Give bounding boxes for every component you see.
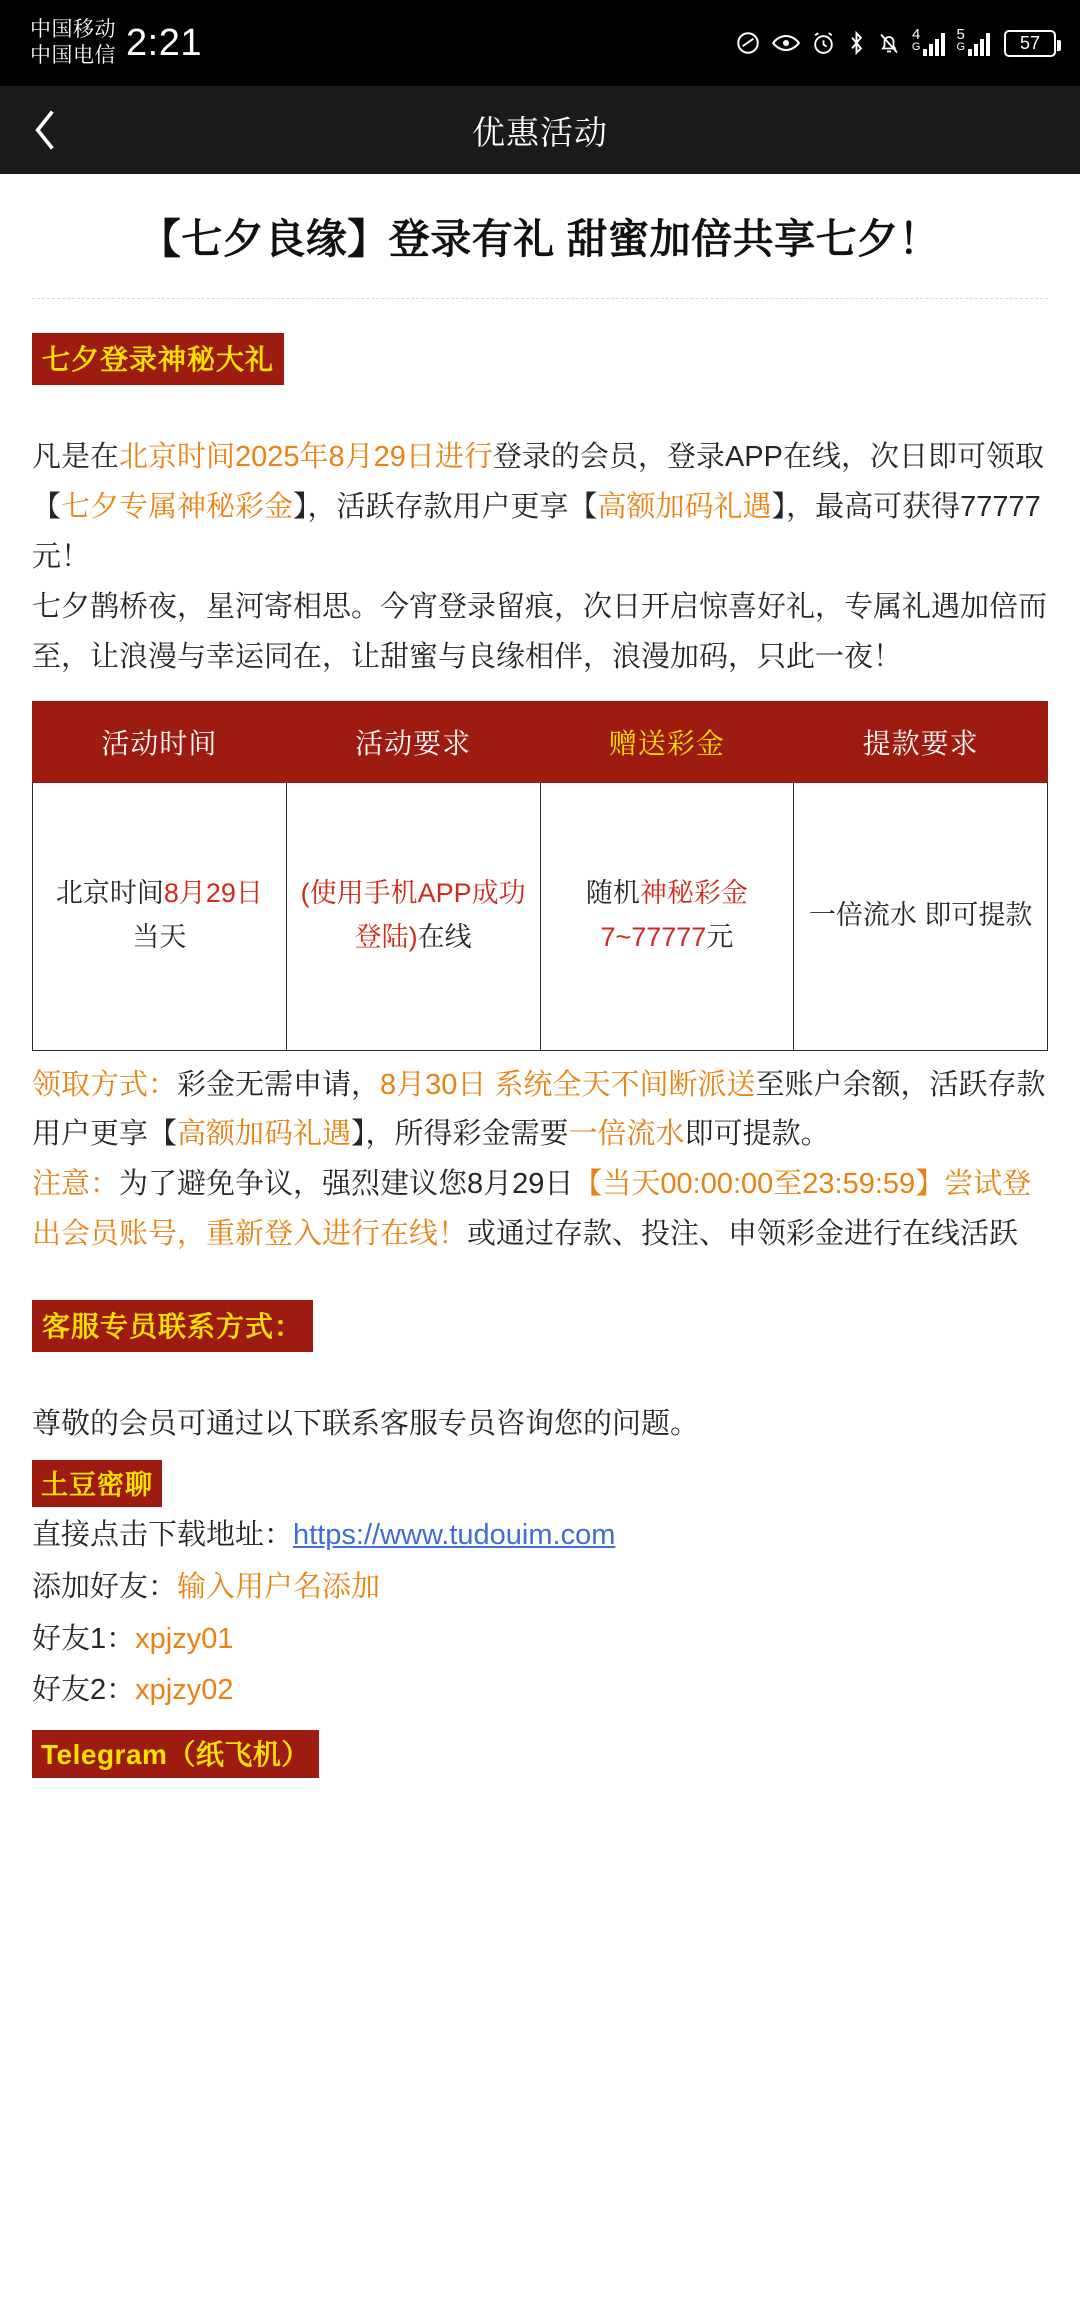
- carrier-1: 中国移动: [30, 18, 116, 42]
- signal-4g-icon: 4 G: [912, 30, 946, 56]
- tudou-friend-1-value[interactable]: xpjzy01: [135, 1622, 234, 1655]
- claim-method: [32, 1061, 1048, 1161]
- table-header-bonus: 赠送彩金: [540, 701, 794, 782]
- tudou-download-label: 直接点击下载地址：: [32, 1518, 294, 1551]
- claim-text-1: 彩金无需申请，: [177, 1068, 381, 1101]
- table-header-time: 活动时间: [33, 701, 287, 782]
- page-title: 优惠活动: [472, 113, 608, 151]
- p1-highlight-extra: 高额加码礼遇: [597, 491, 772, 524]
- claim-highlight-3: 一倍流水: [568, 1118, 685, 1151]
- promo-paragraph-2: 七夕鹊桥夜，星河寄相思。今宵登录留痕，次日开启惊喜好礼，专属礼遇加倍而至，让浪漫与幸运同在，让甜蜜与良缘相伴，浪漫加码，只此一夜！: [32, 590, 1048, 673]
- claim-highlight-1: 8月30日 系统全天不间断派送: [380, 1068, 756, 1101]
- cell-time-date: 8月29日: [163, 878, 263, 909]
- promo-table: [32, 701, 1048, 1051]
- p1-part1: 凡是在: [32, 441, 120, 474]
- notice-text-1: 为了避免争议，强烈建议您8月29日: [119, 1168, 574, 1201]
- table-header-row: [33, 701, 1048, 782]
- tudou-friend-1: [32, 1617, 1048, 1663]
- p1-highlight-date: 北京时间2025年8月29日进行: [119, 441, 493, 474]
- section-title-login-gift: 七夕登录神秘大礼: [32, 333, 284, 385]
- section-title-service: 客服专员联系方式：: [32, 1300, 313, 1352]
- table-row: [33, 782, 1048, 1050]
- tudou-friend-2-value[interactable]: xpjzy02: [135, 1674, 234, 1707]
- cell-bonus: [540, 782, 794, 1050]
- cell-time-suffix: 当天: [132, 922, 187, 953]
- eye-icon: [772, 32, 800, 54]
- table-header-requirement: 活动要求: [286, 701, 540, 782]
- cell-time-prefix: 北京时间: [55, 878, 164, 909]
- mute-circle-icon: [735, 30, 761, 56]
- carrier-names: [30, 17, 116, 68]
- promo-paragraph-1: [32, 433, 1048, 583]
- tudou-friend-1-label: 好友1：: [32, 1622, 136, 1655]
- tudou-download-line: [32, 1513, 1048, 1559]
- bluetooth-icon: [847, 30, 866, 56]
- cell-bonus-label: 神秘彩金: [639, 878, 748, 909]
- title-bar: [0, 86, 1080, 174]
- cell-time: [33, 782, 287, 1050]
- notice-highlight: 【当天00:00:00至23:59:59】尝试登出会员账号，重新登入进行在线！: [32, 1168, 1032, 1251]
- status-bar: [0, 0, 1080, 86]
- cell-withdraw: 一倍流水 即可提款: [794, 782, 1048, 1050]
- p1-highlight-bonus: 七夕专属神秘彩金: [61, 491, 294, 524]
- notice-text-2: 或通过存款、投注、申领彩金进行在线活跃: [467, 1218, 1019, 1251]
- claim-text-4: 即可提款。: [684, 1118, 830, 1151]
- telegram-tag: Telegram（纸飞机）: [32, 1730, 319, 1778]
- claim-highlight-2: 高额加码礼遇: [177, 1118, 352, 1151]
- signal-5g-icon: 5 G: [956, 30, 990, 56]
- tudou-add-line: [32, 1565, 1048, 1611]
- claim-text-2: 至账户余额，活跃存款用户更享【: [32, 1068, 1046, 1151]
- service-intro: 尊敬的会员可通过以下联系客服专员咨询您的问题。: [32, 1408, 700, 1441]
- status-bar-clock: 2:21: [126, 21, 202, 64]
- carrier-2: 中国电信: [30, 44, 116, 67]
- status-bar-right: [735, 26, 1056, 57]
- notice-label: 注意：: [32, 1168, 120, 1201]
- battery-level: 57: [1019, 32, 1041, 53]
- tudou-friend-2: [32, 1668, 1048, 1714]
- tudou-tag: 土豆密聊: [32, 1460, 162, 1507]
- tudou-add-label: 添加好友：: [32, 1570, 178, 1603]
- battery-icon: [1004, 30, 1056, 57]
- promo-content: [0, 174, 1080, 1778]
- notice-block: [32, 1160, 1048, 1260]
- claim-label: 领取方式：: [32, 1068, 178, 1101]
- claim-text-3: 】，所得彩金需要: [351, 1118, 569, 1151]
- p1-part3: 】，活跃存款用户更享【: [293, 491, 598, 524]
- cell-requirement-red: (使用手机APP成功登陆): [300, 878, 526, 953]
- p1-part4: 】，最高可获得77777元！: [32, 491, 1041, 573]
- promo-headline: 【七夕良缘】登录有礼 甜蜜加倍共享七夕！: [139, 216, 941, 262]
- headline-divider: [32, 298, 1048, 299]
- alarm-icon: [811, 31, 836, 56]
- cell-bonus-unit: 元: [706, 922, 734, 953]
- cell-requirement: [286, 782, 540, 1050]
- cell-bonus-range: 7~77777: [600, 922, 707, 953]
- tudou-add-value: 输入用户名添加: [177, 1570, 381, 1603]
- cell-bonus-prefix: 随机: [585, 878, 640, 909]
- tudou-download-link[interactable]: https://www.tudouim.com: [293, 1518, 616, 1551]
- table-header-withdraw: 提款要求: [794, 701, 1048, 782]
- p1-part2: 登录的会员，登录APP在线，次日即可领取【: [32, 441, 1044, 524]
- cell-requirement-plain: 在线: [417, 922, 472, 953]
- bell-off-icon: [877, 31, 901, 56]
- status-bar-left: [30, 17, 202, 68]
- tudou-friend-2-label: 好友2：: [32, 1674, 136, 1707]
